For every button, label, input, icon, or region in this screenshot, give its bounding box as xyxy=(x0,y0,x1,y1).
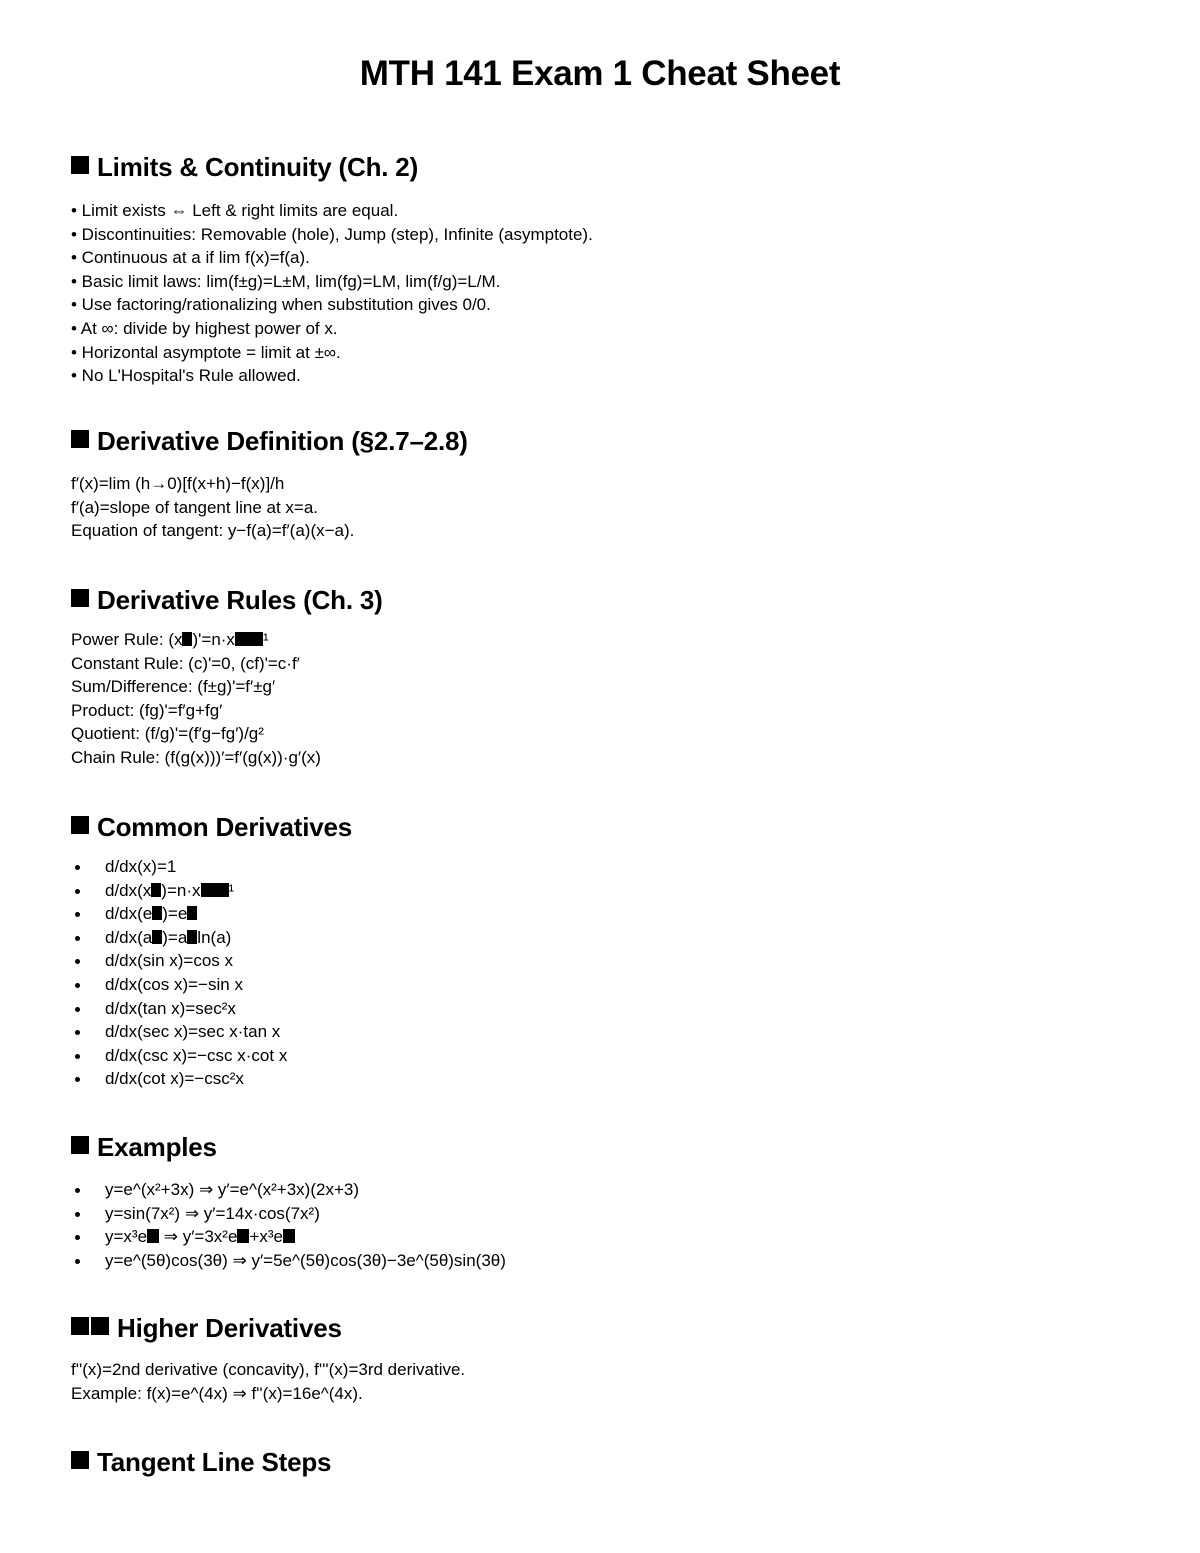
heading-derivative-rules: Derivative Rules (Ch. 3) xyxy=(71,584,383,616)
bullet-dot-icon xyxy=(75,1188,80,1193)
list-item: y=e^(x²+3x) ⇒ y′=e^(x²+3x)(2x+3) xyxy=(71,1178,506,1202)
limits-item: • Basic limit laws: lim(f±g)=L±M, lim(fg)=LM, lim(f/g)=L/M. xyxy=(71,271,501,291)
bullet-dot-icon xyxy=(75,889,80,894)
limits-item: • Horizontal asymptote = limit at ±∞. xyxy=(71,342,341,362)
list-item: d/dx(csc x)=−csc x·cot x xyxy=(71,1044,287,1068)
rule-line: Chain Rule: (f(g(x)))′=f′(g(x))·g′(x) xyxy=(71,747,321,767)
square-bullet-icon xyxy=(91,1317,109,1335)
list-item: d/dx(e )=e xyxy=(71,902,287,926)
higher-derivative-line: f''(x)=2nd derivative (concavity), f'''(x)=3rd derivative. xyxy=(71,1360,466,1379)
heading-common-derivatives: Common Derivatives xyxy=(71,811,352,843)
heading-higher-derivatives: Higher Derivatives xyxy=(71,1312,342,1344)
redacted-glyph xyxy=(152,906,162,920)
limits-item: • Use factoring/rationalizing when substitution gives 0/0. xyxy=(71,295,491,315)
heading-limits: Limits & Continuity (Ch. 2) xyxy=(71,151,418,183)
bullet-dot-icon xyxy=(75,983,80,988)
definition-line: Equation of tangent: y−f(a)=f′(a)(x−a). xyxy=(71,521,355,541)
redacted-glyph xyxy=(147,1229,159,1243)
square-bullet-icon xyxy=(71,1136,89,1154)
square-bullet-icon xyxy=(71,156,89,174)
redacted-glyph xyxy=(152,930,162,944)
redacted-glyph xyxy=(237,1229,249,1243)
limits-item: • Discontinuities: Removable (hole), Jump (step), Infinite (asymptote). xyxy=(71,224,593,244)
higher-derivative-line: Example: f(x)=e^(4x) ⇒ f''(x)=16e^(4x). xyxy=(71,1383,363,1403)
redacted-glyph xyxy=(187,906,197,920)
bullet-dot-icon xyxy=(75,1212,80,1217)
examples-list xyxy=(71,1178,506,1272)
square-bullet-icon xyxy=(71,1317,89,1335)
list-item: y=x³e ⇒ y′=3x²e +x³e xyxy=(71,1225,506,1249)
limits-item: • Limit exists ⇔ Left & right limits are equal. xyxy=(71,201,399,220)
square-bullet-icon xyxy=(71,1451,89,1469)
definition-line: f′(a)=slope of tangent line at x=a. xyxy=(71,497,319,517)
heading-tangent-line-steps: Tangent Line Steps xyxy=(71,1446,331,1478)
higher-derivatives-block xyxy=(71,1358,465,1405)
square-bullet-icon xyxy=(71,430,89,448)
rule-line: Product: (fg)'=f′g+fg′ xyxy=(71,700,223,720)
common-derivatives-list xyxy=(71,855,287,1091)
list-item: d/dx(sin x)=cos x xyxy=(71,949,287,973)
heading-examples: Examples xyxy=(71,1131,217,1163)
list-item: d/dx(cos x)=−sin x xyxy=(71,973,287,997)
rule-line: Quotient: (f/g)'=(f′g−fg′)/g² xyxy=(71,724,264,744)
list-item: d/dx(a )=a ln(a) xyxy=(71,926,287,950)
list-item: d/dx(sec x)=sec x·tan x xyxy=(71,1020,287,1044)
rule-line: Sum/Difference: (f±g)'=f′±g′ xyxy=(71,677,276,697)
bullet-dot-icon xyxy=(75,936,80,941)
bullet-dot-icon xyxy=(75,1259,80,1264)
list-item: y=e^(5θ)cos(3θ) ⇒ y′=5e^(5θ)cos(3θ)−3e^(5θ)sin(3θ) xyxy=(71,1249,506,1273)
square-bullet-icon xyxy=(71,816,89,834)
redacted-glyph xyxy=(201,883,229,897)
limits-item: • At ∞: divide by highest power of x. xyxy=(71,318,338,338)
bullet-dot-icon xyxy=(75,865,80,870)
redacted-glyph xyxy=(235,632,263,646)
list-item: y=sin(7x²) ⇒ y′=14x·cos(7x²) xyxy=(71,1202,506,1226)
bullet-dot-icon xyxy=(75,1007,80,1012)
bullet-dot-icon xyxy=(75,912,80,917)
derivative-rules-block xyxy=(71,628,321,770)
square-bullet-icon xyxy=(71,589,89,607)
redacted-glyph xyxy=(151,883,161,897)
redacted-glyph xyxy=(187,930,197,944)
list-item: d/dx(x )=n·x ¹ xyxy=(71,879,287,903)
list-item: d/dx(tan x)=sec²x xyxy=(71,997,287,1021)
heading-derivative-definition: Derivative Definition (§2.7–2.8) xyxy=(71,425,468,457)
bullet-dot-icon xyxy=(75,1030,80,1035)
redacted-glyph xyxy=(182,632,192,646)
limits-list xyxy=(71,199,593,388)
bullet-dot-icon xyxy=(75,1054,80,1059)
derivative-definition-block xyxy=(71,472,354,543)
redacted-glyph xyxy=(283,1229,295,1243)
list-item: d/dx(x)=1 xyxy=(71,855,287,879)
limits-item: • Continuous at a if lim f(x)=f(a). xyxy=(71,248,310,268)
definition-line: f′(x)=lim (h→0)[f(x+h)−f(x)]/h xyxy=(71,474,285,493)
page-title: MTH 141 Exam 1 Cheat Sheet xyxy=(359,54,841,93)
power-rule-line: Power Rule: (x )'=n·x ¹ xyxy=(71,630,269,649)
bullet-dot-icon xyxy=(75,959,80,964)
limits-item: • No L'Hospital's Rule allowed. xyxy=(71,366,301,386)
rule-line: Constant Rule: (c)'=0, (cf)'=c·f′ xyxy=(71,653,300,673)
bullet-dot-icon xyxy=(75,1235,80,1240)
bullet-dot-icon xyxy=(75,1077,80,1082)
list-item: d/dx(cot x)=−csc²x xyxy=(71,1067,287,1091)
